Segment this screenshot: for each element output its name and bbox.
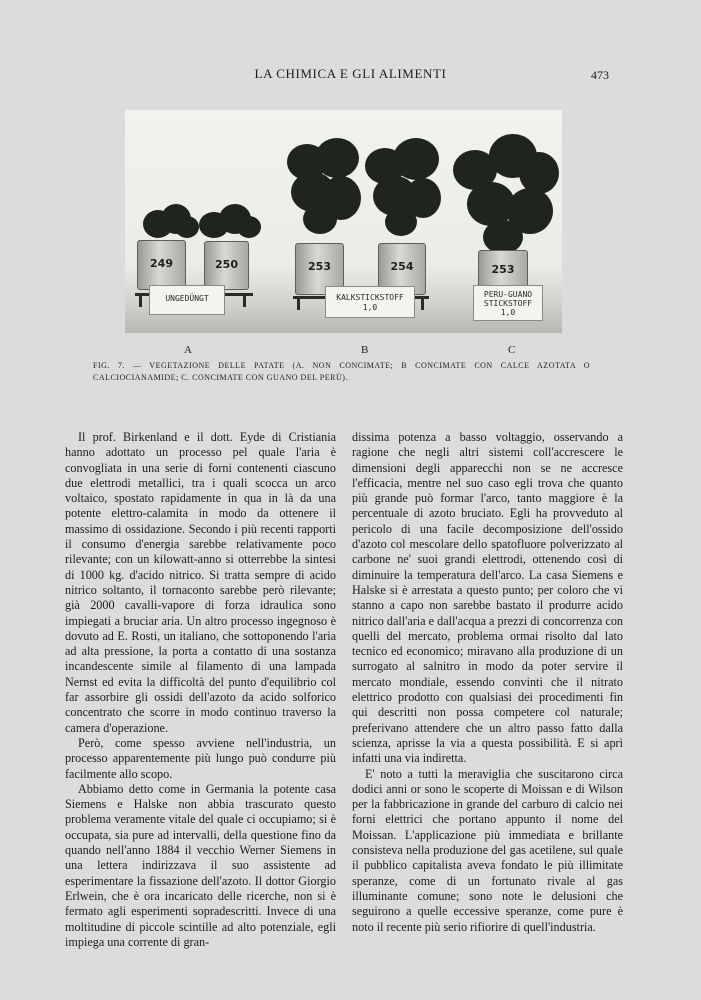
panel-letter-b: B	[361, 344, 369, 356]
text-column-left	[65, 430, 336, 950]
running-title: LA CHIMICA E GLI ALIMENTI	[254, 66, 447, 81]
pot-number: 250	[215, 258, 238, 271]
panel-letter-a: A	[184, 344, 192, 356]
figure-caption: FIG. 7. — VEGETAZIONE DELLE PATATE (A. NON CONCIMATE; B CONCIMATE CON CALCE AZOTATA O CALCIOCIANAMIDE; C. CONCIMATE CON GUANO DEL PERÙ).	[93, 361, 590, 382]
sign-peru-guano: PERU-GUANO STICKSTOFF 1,0	[473, 285, 543, 321]
paragraph: Però, come spesso avviene nell'industria, un processo apparentemente più lungo può condurre più facilmente allo scopo.	[65, 735, 336, 781]
figure-photo	[125, 110, 562, 333]
panel-letter-c: C	[508, 344, 516, 356]
potato-plant-icon	[361, 138, 445, 246]
pot-number: 253	[308, 260, 331, 273]
paragraph: Il prof. Birkenland e il dott. Eyde di Cristiania hanno adottato un processo pel quale l'aria è convogliata in una serie di forni contenenti ciascuno due elettrodi metallici, tra i quali scocca un arco voltaico, spostato rapidamente in qua in là da una potente elettro-calamita in modo da ottenere il massimo di ossidazione. Secondo i più recenti rapporti il consumo d'energia sarebbe relativamente poco rilevante; con un kilowatt-anno si otterrebbe la sintesi di 1000 kg. d'acido nitrico. Si tratta sempre di acido nitrico soltanto, il tornaconto sarebbe però rilevante; già 2000 cavalli-vapore di forza idraulica sono impiegati a bruciar aria. Un altro processo ingegnoso è dovuto ad E. Rosti, un italiano, che sottoponendo l'aria ad alta pressione, la porta a contatto di una sostanza incandescente simile al filamento di una lampada Nernst ed evita la difficoltà del punto d'equilibrio col far assorbire gli ossidi dell'azoto da acido solforico concentrato che scorre in modo continuo traverso la camera d'operazione.	[65, 430, 336, 735]
sign-unfertilized: UNGEDÜNGT	[149, 285, 225, 315]
potato-plant-icon	[453, 134, 559, 258]
pot	[137, 240, 186, 290]
page-number: 473	[591, 68, 609, 82]
pot-number: 249	[150, 257, 173, 270]
sign-calcium-cyanamide: KALKSTICKSTOFF 1,0	[325, 286, 415, 318]
pot	[204, 241, 249, 290]
potato-plant-icon	[281, 138, 365, 246]
pot-number: 254	[390, 260, 414, 273]
paragraph: E' noto a tutti la meraviglia che suscitarono circa dodici anni or sono le scoperte di Moissan e di Wilson per la fabbricazione in grande del carburo di calcio nei forni elettrici che portano appunto il nome del Moissan. L'applicazione più immediata e brillante consisteva nella produzione del gas acetilene, sul quale il pubblico capitalista aveva fondato le più illimitate speranze, come di un fortunato rivale al gas illuminante comune; sono note le delusioni che seguirono a quelle eccessive speranze, come pure è noto il recente più serio rifiorire di quell'industria.	[352, 766, 623, 934]
paragraph: dissima potenza a basso voltaggio, osservando a ragione che negli altri sistemi coll'accrescere le dimensioni degli apparecchi non se ne accresce l'efficacia, mentre nel suo caso egli trova che quanto più grande può formar l'arco, tanto maggiore è la percentuale di azoto bruciato. Egli ha provveduto al pericolo di una facile decomposizione dell'ossido d'azoto col mescolare dello spatofluore polverizzato al carbone ne' suoi grandi elettrodi, ottenendo così di diminuire la temperatura dell'arco. La casa Siemens e Halske si è arrestata a questo punto; per coloro che vi stanno a capo non sarebbe bastato il produrre acido nitrico dall'aria e dall'acqua a prezzi di concorrenza con quelli del mercato, problema ormai risolto dal lato tecnico ed economico; miravano alla produzione di un surrogato al salnitro in modo da poter servire il mercato mondiale, essendo convinti che il nitrato elettrico prodotto con qualsiasi dei procedimenti fin qui descritti non possa competere col naturale; preferivano attendere che un altro passo fatto dalla scienza, aprisse la via a questa possibilità. E si aprì infatti una via indiretta.	[352, 430, 624, 766]
paragraph: Abbiamo detto come in Germania la potente casa Siemens e Halske non abbia trascurato questo problema veramente vitale del quale ci occupiamo; si è occupata, sia pure ad intervalli, della questione fino da quando nell'anno 1884 il vecchio Werner Siemens in una lettera indirizzava il suo assistente ad esperimentare la fissazione dell'azoto. Il dottor Giorgio Erlwein, che è ora incaricato delle ricerche, non si è fermato agli esperimenti sopradescritti. Invece di una moltitudine di piccole scintille ad alto potenziale, egli impiega una corrente di gran-	[65, 781, 336, 949]
text-column-right	[352, 430, 623, 935]
pot-number: 253	[491, 263, 515, 276]
